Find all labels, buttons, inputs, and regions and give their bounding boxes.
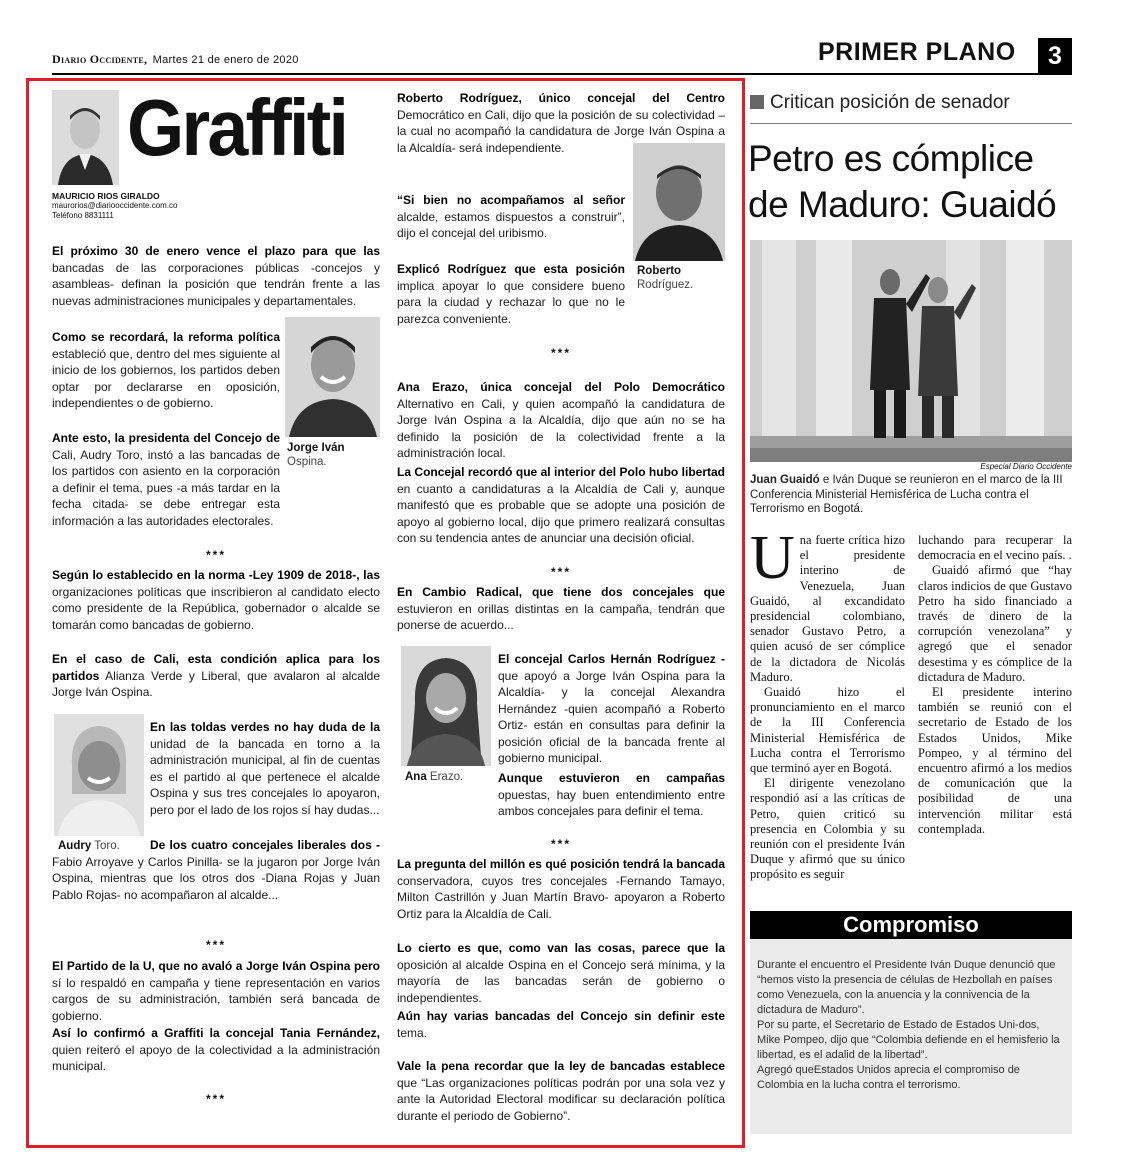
article-paragraph-4: luchando para recuperar la democracia en el vecino país. .	[918, 533, 1072, 563]
mid-q1-lead: Roberto Rodríguez, único concejal del Centro	[397, 91, 725, 105]
caption-ana-name: Ana	[405, 771, 427, 783]
caption-ana	[405, 770, 495, 784]
photo-caption	[750, 473, 1072, 517]
separator-stars: ***	[205, 548, 226, 562]
page-number: 3	[1038, 38, 1072, 74]
mid-q2-text: alcalde, estamos dispuestos a construir”, dijo el concejal del uribismo.	[397, 209, 625, 240]
caption-roberto	[637, 264, 727, 292]
mid-paragraph-9	[397, 856, 725, 922]
mid-q9-lead: La pregunta del millón es qué posición tendrá la bancada	[397, 857, 725, 871]
mid-q9-text: conservadora, cuyos tres concejales -Fernando Tamayo, Milton Castrillón y Juan Martín Bravo- apoyaron a Roberto Ortiz para la Alcaldía de Cali.	[397, 873, 725, 921]
photo-audry	[54, 714, 144, 836]
article-paragraph-1: na fuerte crítica hizo el presidente interino de Venezuela, Juan Guaidó, al excandidato presidencial colombiano, senador Gustavo Petro, a quien acusó de ser cómplice de la dictadora de Nicolás Maduro.	[750, 533, 905, 684]
left-paragraph-6	[150, 719, 380, 818]
mid-paragraph-12	[397, 1058, 725, 1124]
mid-q1-text: Democrático en Cali, dijo que la posición de su colectividad – la cual no acompañó la candidatura de Jorge Iván Ospina a la Alcaldía- será independiente.	[397, 107, 725, 155]
article-photo	[750, 240, 1072, 462]
column-title: Graffiti	[127, 83, 347, 172]
left-p2-lead: Como se recordará, la reforma política	[52, 330, 280, 344]
mid-q11-text: tema.	[397, 1025, 428, 1040]
left-paragraph-2	[52, 329, 280, 412]
mid-q6-text: estuvieron en orillas distintas en la campaña, tendrán que ponerse de acuerdo...	[397, 601, 725, 632]
mid-paragraph-2	[397, 192, 625, 242]
header-rule	[52, 73, 1072, 75]
mid-q4-text: Alternativo en Cali, y quien acompañó la candidatura de Jorge Iván Ospina a la Alcaldía, dijo que aún no se ha definido la posición de la colectividad frente a la administración local.	[397, 396, 725, 460]
separator-stars: ***	[205, 1092, 226, 1106]
photo-ospina	[285, 317, 380, 437]
left-p6-text: unidad de la bancada en torno a la administración municipal, al fin de cuentas es el partido al que pertenece el alcalde Ospina y sus tres concejales lo apoyaron, pero por el lado de los rojos sí hay dudas...	[150, 736, 380, 817]
mid-q10-text: oposición al alcalde Ospina en el Concejo será mínima, y la mayoría de las bancadas serán de gobierno o independientes.	[397, 957, 725, 1005]
left-p7-lead: De los cuatro concejales liberales dos -	[150, 838, 380, 852]
article-headline: Petro es cómplice de Maduro: Guaidó	[748, 138, 1057, 225]
mid-q5-text: en cuanto a candidaturas a la Alcaldía de Cali y, aunque manifestó que es probable que se adopte una posición de apoyo al gobierno local, dijo que primero realizará consultas con su tendencia antes de anunciar una decisión oficial.	[397, 481, 725, 545]
photo-credit: Especial Diario Occidente	[980, 462, 1072, 471]
mid-q12-text: que “Las organizaciones políticas podrán por una sola vez y ante la Autoridad Electoral modificar su declaración política durante el periodo de Gobierno”.	[397, 1075, 725, 1123]
article-column-1	[750, 524, 905, 883]
left-paragraph-5	[52, 651, 380, 701]
mid-q3-text: implica apoyar lo que considere bueno para la ciudad y rechazar lo que no le parezca conveniente.	[397, 278, 625, 326]
mid-q3-lead: Explicó Rodríguez que esta posición	[397, 262, 625, 276]
photo-caption-text: e Iván Duque se reunieron en el marco de la III Conferencia Ministerial Hemisférica de Lucha contra el Terrorismo en Bogotá.	[750, 474, 1063, 515]
left-p4-text: organizaciones políticas que inscribieron al candidato electo como presidente de la República, gobernador o alcalde se tomarán como bancadas de gobierno.	[52, 584, 380, 632]
mid-paragraph-4	[397, 379, 725, 462]
author-photo	[52, 90, 119, 185]
ospina-figure	[285, 317, 380, 437]
mid-q8-lead: Aunque estuvieron en campañas	[498, 771, 725, 785]
author-block	[52, 191, 178, 221]
mid-paragraph-5	[397, 464, 725, 547]
mid-q2-lead: “Si bien no acompañamos al señor	[397, 193, 625, 207]
caption-ospina-name: Jorge Iván	[287, 442, 345, 454]
left-p4-lead: Según lo establecido en la norma -Ley 1909 de 2018-, las	[52, 568, 380, 582]
kicker-square-icon	[750, 95, 764, 109]
author-photo-figure	[52, 90, 119, 185]
article-paragraph-2: Guaidó hizo el pronunciamiento en el marco de la III Conferencia Ministerial Hemisférica de Lucha contra el Terrorismo que terminó ayer en Bogotá.	[750, 685, 905, 776]
separator-stars: ***	[205, 938, 226, 952]
newspaper-name	[52, 52, 299, 67]
mid-q12-lead: Vale la pena recordar que la ley de bancadas establece	[397, 1059, 725, 1073]
roberto-figure	[633, 143, 725, 261]
mid-q8-text: opuestas, hay buen entendimiento entre ambos concejales para definir el tema.	[498, 787, 725, 818]
author-email[interactable]: maurorios@diariooccidente.com.co	[52, 201, 178, 210]
article-column-2	[918, 533, 1072, 837]
caption-ana-surname: Erazo.	[426, 771, 464, 783]
caption-audry-surname: Toro.	[91, 840, 120, 852]
left-paragraph-7	[52, 837, 380, 903]
caption-roberto-surname: Rodríguez.	[637, 279, 694, 291]
mid-q5-lead: La Concejal recordó que al interior del Polo hubo libertad	[397, 465, 725, 479]
article-kicker	[750, 92, 1010, 114]
sidebar-box-title: Compromiso	[750, 911, 1072, 939]
kicker-text: Critican posición de senador	[770, 92, 1010, 113]
mid-q7-text: que apoyó a Jorge Iván Ospina para la Alcaldía- y la concejal Alexandra Hernández -quien acompañó a Roberto Ortiz- están en consultas para definir la posición oficial de la bancada frente al gobierno municipal.	[498, 668, 725, 765]
paper-name-text: Diario Occidente,	[52, 52, 148, 66]
left-p6-lead: En las toldas verdes no hay duda de la	[150, 720, 380, 734]
caption-ospina	[287, 441, 380, 469]
photo-caption-lead: Juan Guaidó	[750, 474, 820, 486]
mid-q11-lead: Aún hay varias bancadas del Concejo sin definir este	[397, 1009, 725, 1023]
mid-q4-lead: Ana Erazo, única concejal del Polo Democrático	[397, 380, 725, 394]
left-paragraph-3-head	[52, 430, 280, 529]
article-paragraph-3: El dirigente venezolano respondió así a las críticas de Petro, quien criticó su presencia en Colombia y su reunión con el presidente Iván Duque y afirmó que su único propósito es seguir	[750, 776, 905, 882]
author-name: MAURICIO RIOS GIRALDO	[52, 191, 160, 201]
section-title: PRIMER PLANO	[818, 38, 1016, 66]
left-p8-lead: El Partido de la U, que no avaló a Jorge Iván Ospina pero	[52, 959, 380, 973]
left-p5-lead: En el caso de Cali, esta condición aplica para los partidos	[52, 652, 380, 683]
mid-q10-lead: Lo cierto es que, como van las cosas, parece que la	[397, 941, 725, 955]
mid-paragraph-11	[397, 1008, 725, 1041]
audry-figure	[54, 714, 144, 836]
caption-roberto-name: Roberto	[637, 265, 682, 277]
article-photo-figure	[750, 240, 1072, 462]
photo-ana	[401, 646, 491, 766]
issue-date: Martes 21 de enero de 2020	[152, 54, 299, 66]
sidebar-box-text	[757, 958, 1065, 1093]
left-p9-lead: Así lo confirmó a Graffiti la concejal Tania Fernández,	[52, 1026, 380, 1040]
left-paragraph-1	[52, 243, 380, 309]
mid-q7-lead: El concejal Carlos Hernán Rodríguez -	[498, 652, 725, 666]
left-paragraph-8	[52, 958, 380, 1024]
left-p3-text: Cali, Audry Toro, instó a las bancadas de los partidos con asiento en la corporación a definir el tema, pues -a más tardar en la fecha citada- se debe entregar esta información a las autoridades electorales.	[52, 447, 280, 528]
left-p2-text: estableció que, dentro del mes siguiente al inicio de los gobiernos, los partidos deben optar por declararse en oposición, independientes o de gobierno.	[52, 346, 280, 410]
sidebar-paragraph-3: Agregó queEstados Unidos aprecia el compromiso de Colombia en la lucha contra el terrorismo.	[757, 1064, 1020, 1091]
mid-paragraph-6	[397, 584, 725, 634]
author-phone: Teléfono 8831111	[52, 211, 114, 220]
left-p5-text: Alianza Verde y Liberal, que avalaron al alcalde Jorge Iván Ospina.	[52, 668, 380, 699]
caption-ospina-surname: Ospina.	[287, 456, 327, 468]
mid-paragraph-7	[498, 651, 725, 767]
mid-paragraph-10	[397, 940, 725, 1006]
kicker-rule	[750, 123, 1072, 124]
sidebar-paragraph-1: Durante el encuentro el Presidente Iván Duque denunció que “hemos visto la presencia de células de Hezbollah en países como Venezuela, con la anuencia y la connivencia de la dictadura de Maduro”.	[757, 959, 1056, 1016]
article-paragraph-6: El presidente interino también se reunió con el secretario de Estado de los Estados Unidos, Mike Pompeo, y al término del encuentro afirmó a los medios de comunicación que la posibilidad de una intervención militar está contemplada.	[918, 685, 1072, 836]
left-p3-lead: Ante esto, la presidenta del Concejo de	[52, 431, 280, 445]
ana-figure	[401, 646, 491, 766]
left-p1-text: bancadas de las corporaciones públicas -concejos y asambleas- definan la posición que tendrán frente a las nuevas administraciones municipales y departamentales.	[52, 260, 380, 308]
article-dropcap: U	[750, 524, 795, 592]
left-p7-text: Fabio Arroyave y Carlos Pinilla- se la jugaron por Jorge Iván Ospina, mientras que los otros dos -Diana Rojas y Juan Pablo Rojas- no acompañaron al alcalde...	[52, 854, 380, 902]
separator-stars: ***	[550, 346, 571, 360]
article-paragraph-5: Guaidó afirmó que “hay claros indicios de que Gustavo Petro ha sido financiado a través de dinero de la corrupción venezolana” y agregó que el senador desestima y es cómplice de la dictadura de Maduro.	[918, 563, 1072, 684]
separator-stars: ***	[550, 565, 571, 579]
left-p9-text: quien reiteró el apoyo de la colectividad a la administración municipal.	[52, 1042, 380, 1073]
left-paragraph-9	[52, 1025, 380, 1075]
left-p1-lead: El próximo 30 de enero vence el plazo para que las	[52, 244, 380, 258]
mid-paragraph-3	[397, 261, 625, 327]
left-p8-text: sí lo respaldó en campaña y tiene representación en varios cargos de su administración, también será bancada de gobierno.	[52, 975, 380, 1023]
caption-audry-name: Audry	[58, 840, 92, 852]
sidebar-paragraph-2: Por su parte, el Secretario de Estado de Estados Uni-dos, Mike Pompeo, dijo que “Colombia defiende en el hemisferio la libertad, es el adalid de la libertad”.	[757, 1019, 1060, 1061]
separator-stars: ***	[550, 837, 571, 851]
mid-paragraph-8	[498, 770, 725, 820]
photo-roberto	[633, 143, 725, 261]
left-paragraph-4	[52, 567, 380, 633]
mid-q6-lead: En Cambio Radical, que tiene dos concejales que	[397, 585, 725, 599]
